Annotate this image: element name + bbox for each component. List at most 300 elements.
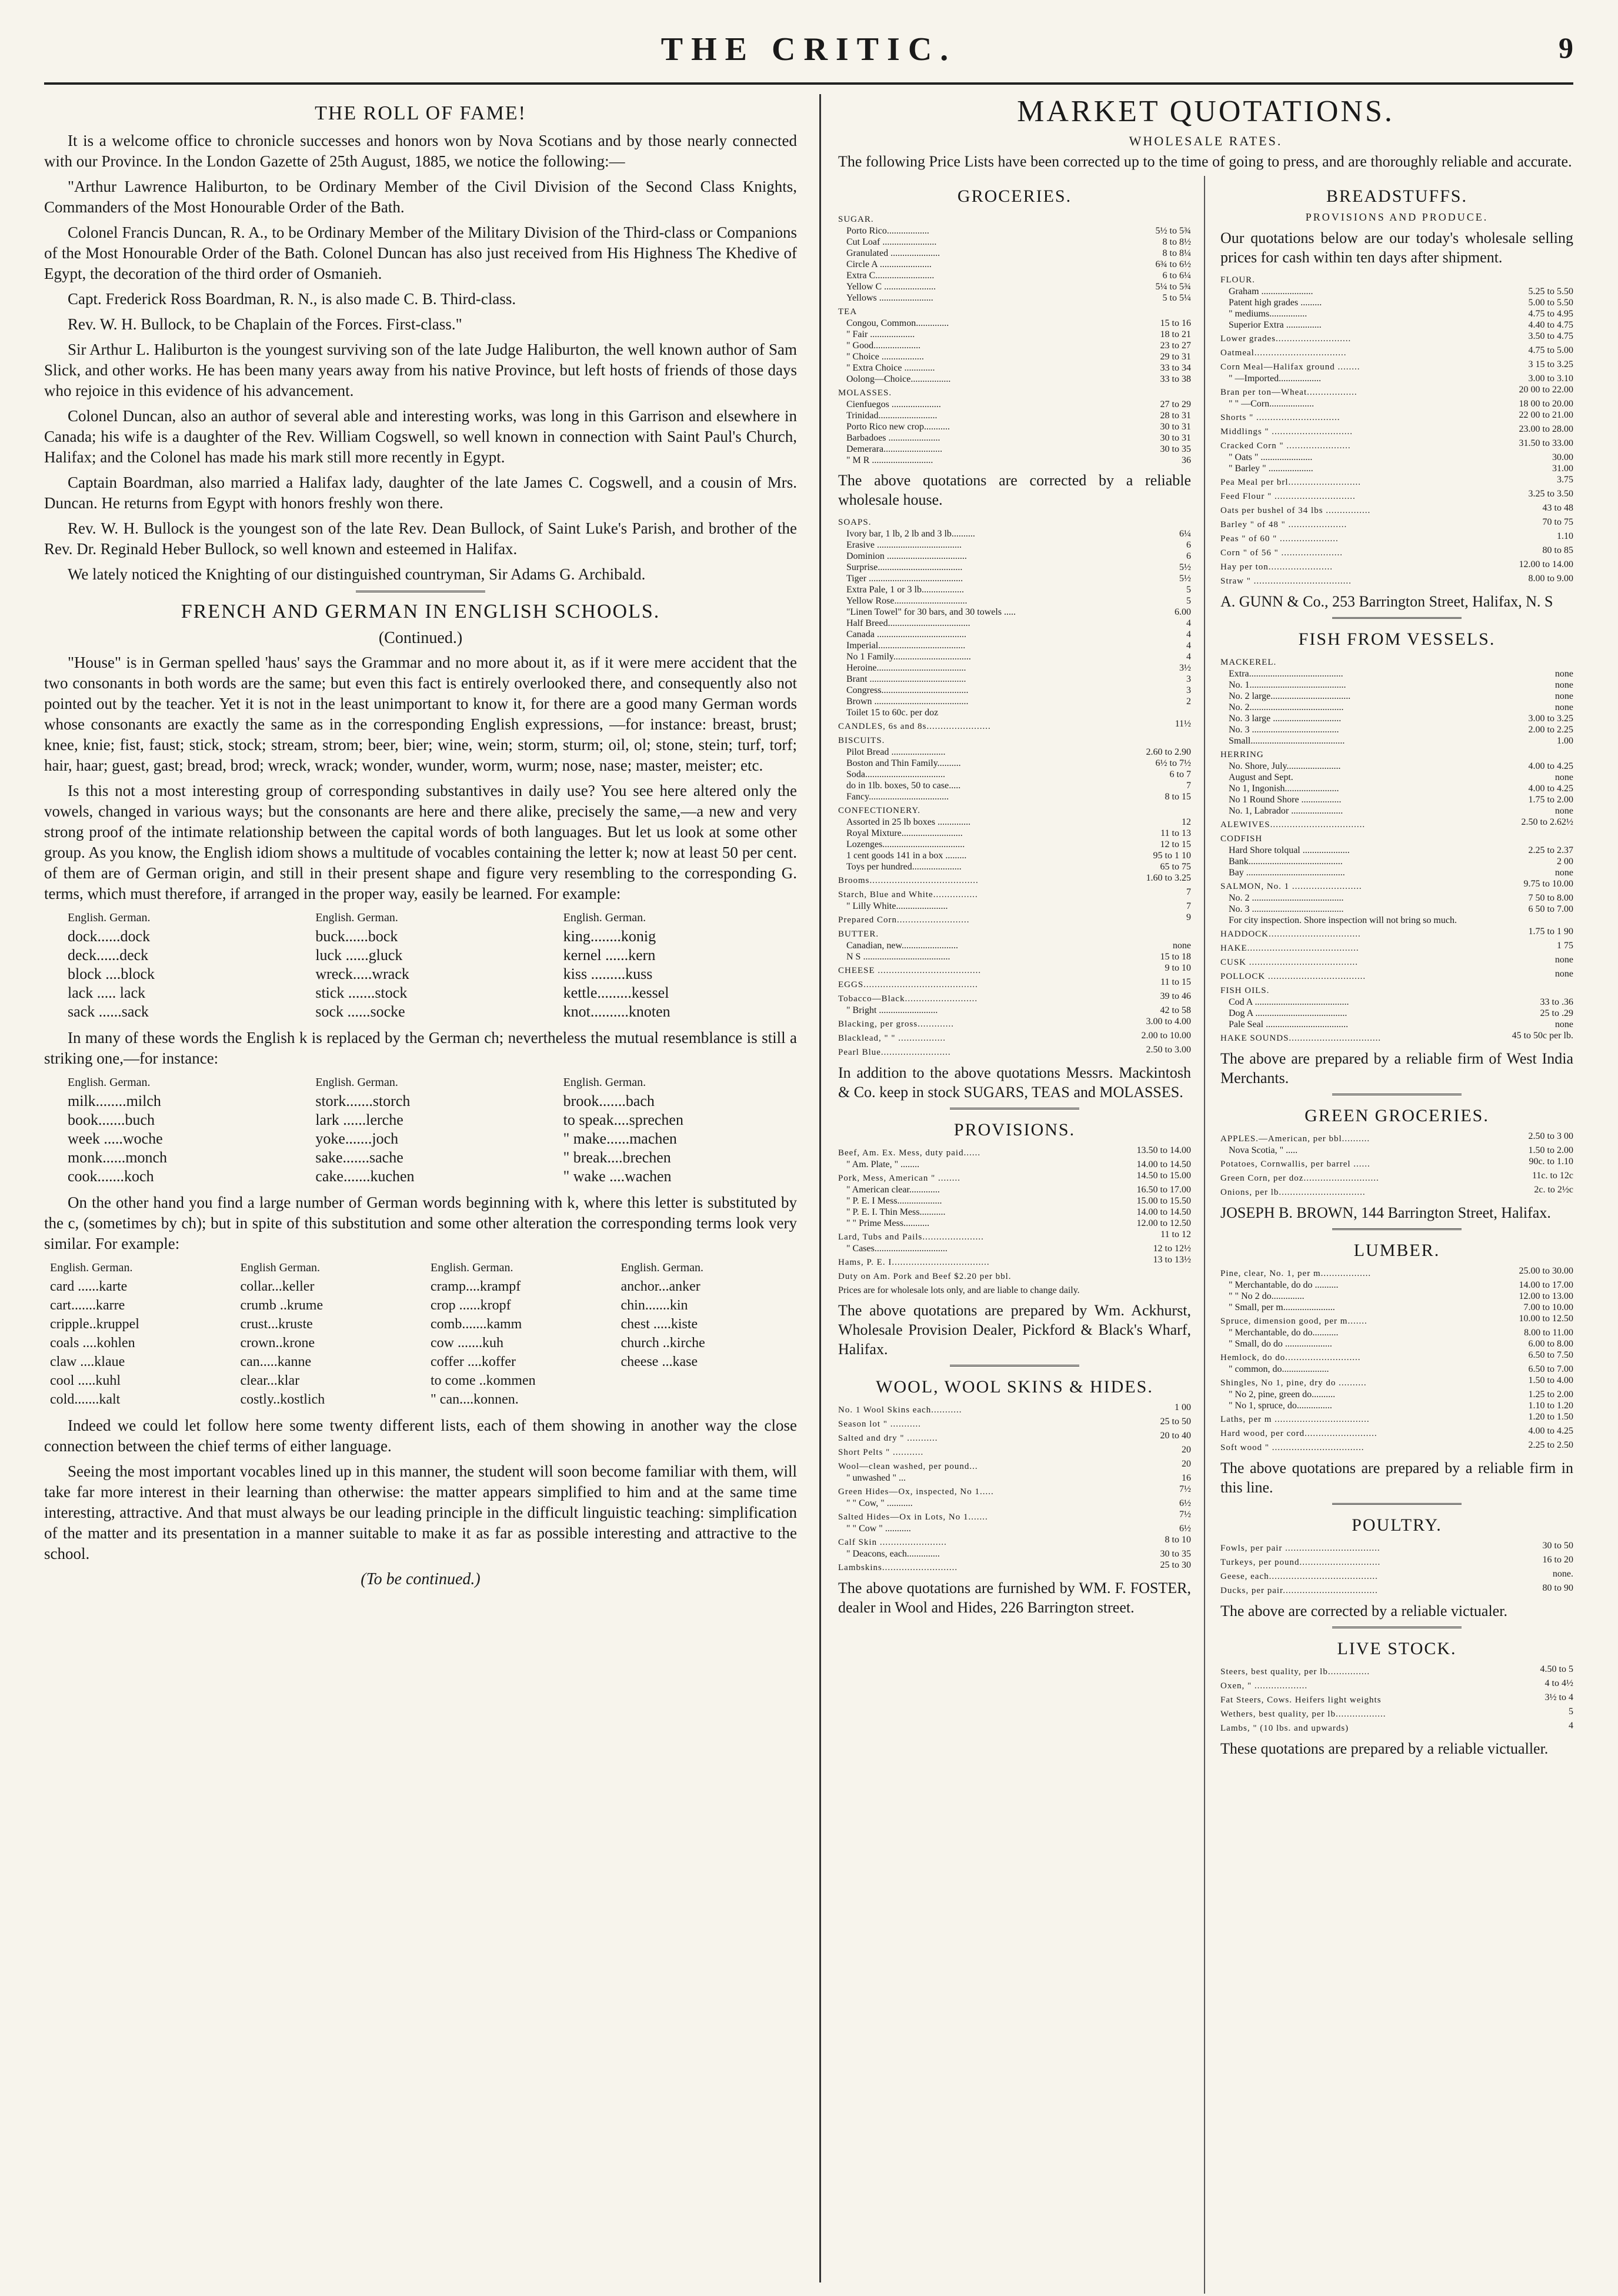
price-item: Cut Loaf ....................... xyxy=(846,237,937,247)
word-list-header: English. German. xyxy=(68,911,151,924)
price-value: 1.10 to 1.20 xyxy=(1528,1401,1573,1411)
price-row xyxy=(838,769,1191,780)
price-item: Patent high grades ......... xyxy=(1229,298,1322,308)
price-row xyxy=(1220,559,1573,573)
price-row xyxy=(1220,502,1573,516)
price-item: Fancy.................................. xyxy=(846,792,949,802)
article-paragraph: It is a welcome office to chronicle successes and honors won by Nova Scotians and by those nearly connected with our Province. In the London Gazette of 25th August, 1885, we notice the following:— xyxy=(44,132,797,170)
price-item: Cod A ........................................ xyxy=(1229,997,1349,1007)
word-pair: buck......bock xyxy=(315,928,398,945)
price-row xyxy=(838,1498,1191,1509)
price-value: 95 to 1 10 xyxy=(1153,851,1191,861)
price-row xyxy=(838,640,1191,651)
price-value: 5½ xyxy=(1179,574,1191,584)
article-paragraph: "House" is in German spelled 'haus' says the Grammar and no more about it, as if it were mere accident that the two consonants in both words are the same; but even this fact is entirely overlooked there, and consequently also not pointed out by the teacher. Yet it is not in the least unimportant to know it, for there are a good many German words whose consonants are exactly the same as in the corresponding English expressions, —for instance: breast, brust; knee, knie; fist, faust; stick, stock; stream, strom; beer, bier; wine, wein; storm, sturm; oil, ol; stone, stein; turf, torf; hair, haar; guest, gast; bread, brod; wreck, wrack; wonder, wunder, worm, wurm; nose, nase; master, meister; etc. xyxy=(44,654,797,774)
price-item: Steers, best quality, per lb............... xyxy=(1220,1667,1370,1677)
price-value xyxy=(1503,831,1573,845)
price-item: " mediums................ xyxy=(1229,309,1307,319)
price-item: No 1 Round Shore ................. xyxy=(1229,795,1342,805)
price-row xyxy=(838,618,1191,629)
price-item: EGGS......................................... xyxy=(838,980,978,989)
price-row xyxy=(838,374,1191,385)
price-row xyxy=(838,758,1191,769)
price-item: " Am. Plate, " ........ xyxy=(846,1159,920,1169)
price-item: No 1, Ingonish....................... xyxy=(1229,784,1339,794)
price-value: none xyxy=(1554,955,1573,965)
price-value: 6 50 to 7.00 xyxy=(1528,904,1573,914)
price-row xyxy=(838,872,1191,887)
price-value: 43 to 48 xyxy=(1542,503,1573,513)
price-row xyxy=(1220,1019,1573,1030)
groceries-title: GROCERIES. xyxy=(957,186,1072,206)
word-pair: cool .....kuhl xyxy=(50,1373,121,1388)
price-item: Hard wood, per cord.......................... xyxy=(1220,1429,1377,1438)
price-row xyxy=(838,1484,1191,1498)
price-value: 1.10 xyxy=(1557,531,1573,541)
price-value: 2.50 to 3.00 xyxy=(1146,1045,1191,1055)
price-item: For city inspection. Shore inspection will not bring so much. xyxy=(1229,915,1457,925)
price-value: 5.25 to 5.50 xyxy=(1528,286,1573,296)
word-pair: coffer ....koffer xyxy=(431,1354,516,1369)
price-value: 1.20 to 1.50 xyxy=(1528,1412,1573,1422)
word-pair: sake.......sache xyxy=(315,1149,403,1166)
price-value: 23 to 27 xyxy=(1160,341,1191,351)
price-row xyxy=(1220,1327,1573,1338)
price-value xyxy=(1120,211,1191,225)
price-row xyxy=(1220,691,1573,702)
market-subtitle: WHOLESALE RATES. xyxy=(1129,134,1283,148)
price-item: No. 1......................................... xyxy=(1229,680,1346,690)
price-value: 18 00 to 20.00 xyxy=(1519,399,1573,409)
price-value: 5 to 5¼ xyxy=(1162,293,1191,303)
newspaper-page xyxy=(44,29,1573,2282)
section-divider xyxy=(1332,1228,1462,1230)
price-row xyxy=(838,292,1191,304)
price-row xyxy=(838,1548,1191,1559)
price-item: Pilot Bread ....................... xyxy=(846,747,946,757)
price-row xyxy=(1220,831,1573,845)
price-value: 20 00 to 22.00 xyxy=(1519,385,1573,395)
price-item: do in 1lb. boxes, 50 to case..... xyxy=(846,781,961,791)
column-rule xyxy=(819,94,821,2282)
price-value: 3.00 to 3.10 xyxy=(1528,374,1573,384)
article-paragraph: Is this not a most interesting group of corresponding substantives in daily use? You see here altered only the vowels, changed in various ways; but the consonants are here and there alike, precisely the same,—a new and very strong proof of the intimate relationship between the capital words of both languages. But let us look at some other group. As you know, the English idiom shows a multitude of vocables containing the letter k; now at least 50 per cent. of them are of German origin, and still in their present shape and figure very resembling to the corresponding G. terms, which must therefore, if arranged in the proper way, easily be learned. For example: xyxy=(44,782,797,902)
price-row xyxy=(1220,702,1573,713)
green-groceries-note: JOSEPH B. BROWN, 144 Barrington Street, Halifax. xyxy=(1220,1204,1551,1221)
price-value: 3.00 to 4.00 xyxy=(1146,1017,1191,1027)
word-pair: crumb ..krume xyxy=(240,1298,323,1313)
price-item: Feed Flour " ............................. xyxy=(1220,492,1356,501)
price-row xyxy=(1220,384,1573,398)
price-row xyxy=(838,912,1191,926)
price-row xyxy=(838,1044,1191,1058)
price-row xyxy=(838,817,1191,828)
price-row xyxy=(1220,1439,1573,1454)
price-item: " " No 2 do.............. xyxy=(1229,1291,1305,1301)
price-item: Cracked Corn " ....................... xyxy=(1220,441,1351,451)
price-row xyxy=(1220,424,1573,438)
price-value: 3.00 to 3.25 xyxy=(1528,714,1573,724)
price-item: Lozenges................................... xyxy=(846,839,965,849)
price-value: 1.50 to 4.00 xyxy=(1528,1375,1573,1385)
price-row xyxy=(838,887,1191,901)
price-value: 2.50 to 3 00 xyxy=(1528,1131,1573,1141)
price-row xyxy=(838,685,1191,696)
price-row xyxy=(838,1430,1191,1444)
word-list-header: English. German. xyxy=(68,1076,151,1089)
price-value: 7 xyxy=(1186,887,1191,897)
price-item: Circle A ...................... xyxy=(846,259,932,269)
price-value: 1.60 to 3.25 xyxy=(1146,873,1191,883)
price-item: Brown ........................................ xyxy=(846,697,969,707)
price-value: 4.50 to 5 xyxy=(1540,1664,1573,1674)
word-pair: church ..kirche xyxy=(620,1335,705,1351)
section-divider xyxy=(1332,1094,1462,1095)
price-value: 4 xyxy=(1186,652,1191,662)
market-title: MARKET QUOTATIONS. xyxy=(1017,95,1395,128)
word-pair: sock ......socke xyxy=(315,1003,405,1020)
word-pair: book.......buch xyxy=(68,1111,155,1128)
price-value: none xyxy=(1554,1019,1573,1029)
price-item: Brooms....................................... xyxy=(838,876,979,885)
price-value: 15 to 18 xyxy=(1160,952,1191,962)
price-item: Corn Meal—Halifax ground ........ xyxy=(1220,362,1360,372)
price-value: 80 to 85 xyxy=(1542,545,1573,555)
word-pair: crown..krone xyxy=(240,1335,315,1351)
breadstuffs-subtitle: PROVISIONS AND PRODUCE. xyxy=(1305,211,1489,223)
price-row xyxy=(1220,1030,1573,1044)
price-value: 11½ xyxy=(1175,719,1191,729)
word-pair: cramp....krampf xyxy=(431,1279,521,1294)
price-row xyxy=(1220,940,1573,954)
price-item: HAKE SOUNDS................................. xyxy=(1220,1034,1382,1043)
market-right-subcolumn xyxy=(1220,176,1573,1763)
word-pair: stork.......storch xyxy=(315,1092,411,1109)
price-value: 7 50 to 8.00 xyxy=(1528,893,1573,903)
price-value: 3 xyxy=(1186,674,1191,684)
price-value: 16 xyxy=(1182,1473,1191,1483)
price-value: 9 xyxy=(1186,912,1191,922)
price-item: Onions, per lb............................... xyxy=(1220,1188,1366,1197)
price-row xyxy=(1220,531,1573,545)
price-row xyxy=(838,573,1191,584)
price-value: 8.00 to 11.00 xyxy=(1524,1328,1573,1338)
lumber-table xyxy=(1220,1265,1573,1454)
price-item: SUGAR. xyxy=(838,215,874,224)
price-row xyxy=(838,562,1191,573)
price-row xyxy=(838,259,1191,270)
price-row xyxy=(1220,516,1573,531)
price-value: 11 to 13 xyxy=(1160,828,1191,838)
price-row xyxy=(1220,1313,1573,1327)
left-column xyxy=(44,94,797,1589)
price-item: " Bright ......................... xyxy=(846,1005,938,1015)
price-value: 2.25 to 2.37 xyxy=(1528,845,1573,855)
price-value: 30 to 35 xyxy=(1160,444,1191,454)
price-value: 30.00 xyxy=(1552,452,1573,462)
price-value: 30 to 31 xyxy=(1160,422,1191,432)
price-item: Yellow Rose............................... xyxy=(846,596,968,606)
price-row xyxy=(838,629,1191,640)
price-value: 8 to 15 xyxy=(1165,792,1191,802)
price-value: 2.50 to 2.62½ xyxy=(1521,817,1573,827)
price-item: TEA xyxy=(838,307,858,316)
groceries-note-2: In addition to the above quotations Messrs. Mackintosh & Co. keep in stock SUGARS, TEAS and MOLASSES. xyxy=(838,1064,1191,1101)
price-item: " Lilly White...................... xyxy=(846,901,948,911)
price-row xyxy=(838,1030,1191,1044)
price-row xyxy=(838,329,1191,340)
price-row xyxy=(1220,679,1573,691)
price-value: none xyxy=(1554,680,1573,690)
price-value xyxy=(1503,654,1573,668)
price-item: Straw " ................................... xyxy=(1220,577,1352,586)
price-value: 11 to 15 xyxy=(1160,977,1191,987)
price-row xyxy=(838,1559,1191,1574)
price-row xyxy=(1220,724,1573,735)
word-pair: coals ....kohlen xyxy=(50,1335,135,1351)
price-value: 1 75 xyxy=(1557,941,1573,951)
word-list-header: English. German. xyxy=(620,1261,704,1274)
price-row xyxy=(1220,1400,1573,1411)
price-row xyxy=(1220,331,1573,345)
price-item: " Extra Choice ............. xyxy=(846,363,935,373)
price-item: No. 3 ....................................... xyxy=(1229,904,1344,914)
price-row xyxy=(1220,772,1573,783)
price-row xyxy=(838,225,1191,236)
word-pair: sack ......sack xyxy=(68,1003,149,1020)
price-value: 12 to 15 xyxy=(1160,839,1191,849)
word-list-ch xyxy=(68,1074,797,1185)
price-item: Bay .......................................... xyxy=(1229,868,1345,878)
price-item: Congress..................................... xyxy=(846,685,969,695)
price-item: Blacking, per gross............. xyxy=(838,1019,954,1029)
price-row xyxy=(838,1472,1191,1484)
price-item: Congou, Common.............. xyxy=(846,318,949,328)
price-value: 22 00 to 21.00 xyxy=(1519,410,1573,420)
price-row xyxy=(838,839,1191,850)
price-item: FLOUR. xyxy=(1220,275,1255,285)
price-value: 6½ xyxy=(1179,1524,1191,1534)
price-item: Fat Steers, Cows. Heifers light weights xyxy=(1220,1695,1382,1705)
price-item: Pea Meal per brl.......................... xyxy=(1220,478,1362,487)
price-item: Yellow C ...................... xyxy=(846,282,936,292)
price-item: Trinidad......................... xyxy=(846,411,938,421)
price-row xyxy=(1220,1554,1573,1568)
price-value: 36 xyxy=(1182,455,1191,465)
price-value: none xyxy=(1554,868,1573,878)
price-item: No 1 Family................................. xyxy=(846,652,971,662)
word-list-header: English. German. xyxy=(431,1261,513,1274)
price-value: none xyxy=(1554,969,1573,979)
price-value xyxy=(1120,1268,1191,1282)
roll-of-fame-article xyxy=(44,131,797,585)
price-value: 11c. to 12c xyxy=(1532,1171,1573,1181)
price-row xyxy=(838,901,1191,912)
price-value: 3½ to 4 xyxy=(1544,1692,1573,1702)
price-row xyxy=(838,780,1191,791)
price-value: 8 to 8¼ xyxy=(1162,248,1191,258)
price-item: Green Hides—Ox, inspected, No 1..... xyxy=(838,1487,994,1497)
price-row xyxy=(1220,982,1573,997)
price-row xyxy=(1220,926,1573,940)
price-value: 4 xyxy=(1186,641,1191,651)
word-pair: brook.......bach xyxy=(563,1092,655,1109)
price-value: 45 to 50c per lb. xyxy=(1512,1031,1573,1041)
price-item: Blacklead, " " ................. xyxy=(838,1034,946,1043)
price-item: Half Breed................................... xyxy=(846,618,970,628)
price-value: 2.00 to 2.25 xyxy=(1528,725,1573,735)
provisions-table xyxy=(838,1145,1191,1282)
price-value xyxy=(1503,747,1573,761)
breadstuffs-intro: Our quotations below are our today's wholesale selling prices for cash within ten days after shipment. xyxy=(1220,229,1573,266)
article-paragraph: Rev. W. H. Bullock, to be Chaplain of the Forces. First-class." xyxy=(68,315,462,333)
price-row xyxy=(1220,1568,1573,1582)
masthead xyxy=(44,29,1573,85)
price-value: 30 to 50 xyxy=(1542,1541,1573,1551)
price-row xyxy=(838,385,1191,399)
word-pair xyxy=(621,1372,798,1389)
word-list-header: English. German. xyxy=(563,911,646,924)
wool-table xyxy=(838,1402,1191,1574)
price-row xyxy=(1220,573,1573,587)
price-value: 8 to 10 xyxy=(1165,1535,1191,1545)
word-pair: crust...kruste xyxy=(240,1317,313,1332)
price-value: 4 xyxy=(1186,629,1191,639)
poultry-note: The above are corrected by a reliable victualer. xyxy=(1220,1602,1507,1619)
section-divider xyxy=(1332,1503,1462,1505)
price-item: Erasive .................................... xyxy=(846,540,962,550)
price-row xyxy=(1220,1411,1573,1425)
price-value: 39 to 46 xyxy=(1160,991,1191,1001)
price-item: No. 2........................................ xyxy=(1229,702,1344,712)
price-value: 6¾ to 6½ xyxy=(1155,259,1191,269)
price-row xyxy=(838,1016,1191,1030)
price-row xyxy=(1220,1375,1573,1389)
word-pair: card ......karte xyxy=(50,1279,128,1294)
price-row xyxy=(838,1170,1191,1184)
price-row xyxy=(838,1218,1191,1229)
price-item: Lower grades........................... xyxy=(1220,334,1352,344)
article-paragraph: Colonel Francis Duncan, R. A., to be Ordinary Member of the Military Division of the Third-class or Companions of the Most Honourable Order of the Bath. Colonel Duncan has also just received from His Highness The Khedive of Egypt, the decoration of the third order of Osmanieh. xyxy=(44,224,797,282)
price-value: 13 to 13½ xyxy=(1153,1255,1191,1265)
price-row xyxy=(838,962,1191,977)
word-pair: cold.......kalt xyxy=(50,1392,121,1407)
price-row xyxy=(1220,817,1573,831)
price-value: 3.75 xyxy=(1557,475,1573,485)
groceries-table-2 xyxy=(838,514,1191,1058)
word-pair: king........konig xyxy=(563,928,656,945)
page-number: 9 xyxy=(1559,31,1573,64)
price-item: August and Sept. xyxy=(1229,772,1293,782)
word-pair: anchor...anker xyxy=(620,1279,700,1294)
price-row xyxy=(1220,997,1573,1008)
price-value: 14.00 to 14.50 xyxy=(1136,1159,1191,1169)
price-row xyxy=(838,718,1191,732)
price-value: none xyxy=(1554,691,1573,701)
price-value: 6½ xyxy=(1179,1498,1191,1508)
price-item: Ivory bar, 1 lb, 2 lb and 3 lb.......... xyxy=(846,529,975,539)
price-row xyxy=(838,444,1191,455)
price-value: 2 xyxy=(1186,697,1191,707)
price-value: 28 to 31 xyxy=(1160,411,1191,421)
price-row xyxy=(838,304,1191,318)
word-pair: " wake ....wachen xyxy=(563,1168,672,1185)
article-paragraph: Seeing the most important vocables lined up in this manner, the student will soon become familiar with them, will take far more interest in their learning than otherwise: the matter appears simplified to him and at the same time interesting, attractive. And that must always be our leading principle in the difficult linguistic teaching: simplification of the matter and its presentation in a manner suitable to make it as far as possible interesting and attractive to the school. xyxy=(44,1462,797,1562)
price-row xyxy=(1220,668,1573,679)
price-value: 42 to 58 xyxy=(1160,1005,1191,1015)
article-paragraph: We lately noticed the Knighting of our distinguished countryman, Sir Adams G. Archibald. xyxy=(68,565,646,583)
price-item: MACKEREL. xyxy=(1220,658,1277,667)
price-value: 30 to 31 xyxy=(1160,433,1191,443)
price-item: Short Pelts " ........... xyxy=(838,1448,924,1457)
price-item: HAKE........................................ xyxy=(1220,944,1359,953)
price-row xyxy=(838,607,1191,618)
price-row xyxy=(1220,1338,1573,1349)
word-pair: luck ......gluck xyxy=(315,947,403,964)
price-item: Small........................................ xyxy=(1229,736,1345,746)
word-pair: to come ..kommen xyxy=(431,1373,536,1388)
price-value: 12 xyxy=(1182,817,1191,827)
word-pair: monk......monch xyxy=(68,1149,167,1166)
section-divider xyxy=(1332,617,1462,619)
price-row xyxy=(838,1005,1191,1016)
price-row xyxy=(1220,359,1573,373)
price-value xyxy=(1503,915,1573,926)
price-value xyxy=(1120,707,1191,718)
price-item: " Good.................... xyxy=(846,341,921,351)
price-value: 3 xyxy=(1186,685,1191,695)
word-pair: cake.......kuchen xyxy=(315,1168,415,1185)
price-value: 5 xyxy=(1186,596,1191,606)
price-item: Oolong—Choice................. xyxy=(846,374,951,384)
word-pair: comb.......kamm xyxy=(431,1317,522,1332)
price-value: none xyxy=(1554,772,1573,782)
price-item: No. 2 ....................................... xyxy=(1229,893,1344,903)
roll-of-fame-title: THE ROLL OF FAME! xyxy=(315,102,526,124)
price-row xyxy=(838,1509,1191,1523)
price-value: none xyxy=(1554,669,1573,679)
price-row xyxy=(838,747,1191,758)
price-item: Barbadoes ...................... xyxy=(846,433,940,443)
price-item: Pine, clear, No. 1, per m.................. xyxy=(1220,1269,1372,1278)
fish-title: FISH FROM VESSELS. xyxy=(1298,629,1496,649)
price-item: Hard Shore tolqual .................... xyxy=(1229,845,1350,855)
price-row xyxy=(838,828,1191,839)
green-groceries-title: GREEN GROCERIES. xyxy=(1305,1106,1489,1125)
price-item: Pork, Mess, American " ........ xyxy=(838,1174,960,1183)
price-row xyxy=(838,281,1191,292)
price-row xyxy=(1220,1706,1573,1720)
price-row xyxy=(1220,1279,1573,1291)
price-row xyxy=(838,662,1191,674)
price-item: APPLES.—American, per bbl.......... xyxy=(1220,1134,1370,1144)
price-item: Spruce, dimension good, per m....... xyxy=(1220,1317,1367,1326)
price-value: none xyxy=(1172,941,1191,951)
price-row xyxy=(838,732,1191,747)
price-row xyxy=(838,1243,1191,1254)
price-value: none xyxy=(1554,702,1573,712)
price-value: 4.00 to 4.25 xyxy=(1528,761,1573,771)
price-row xyxy=(1220,1265,1573,1279)
price-item: " P. E. I Mess................... xyxy=(846,1196,942,1206)
price-item: BUTTER. xyxy=(838,929,879,939)
price-row xyxy=(838,651,1191,662)
breadstuffs-note: A. GUNN & Co., 253 Barrington Street, Halifax, N. S xyxy=(1220,593,1553,610)
wool-title: WOOL, WOOL SKINS & HIDES. xyxy=(876,1377,1153,1397)
price-value: 15.00 to 15.50 xyxy=(1136,1196,1191,1206)
price-item: Oats per bushel of 34 lbs ................ xyxy=(1220,506,1371,515)
price-value: 1.00 xyxy=(1557,736,1573,746)
